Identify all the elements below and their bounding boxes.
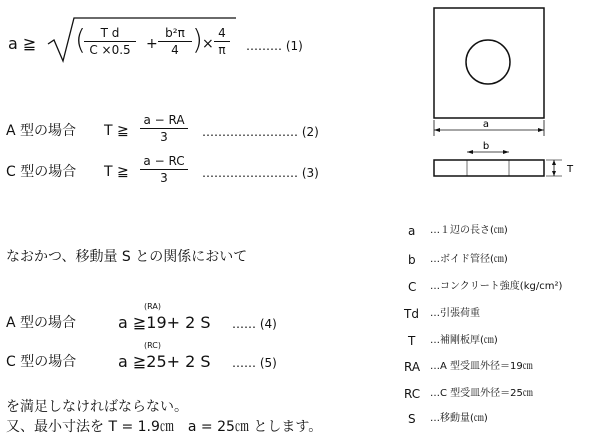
arrow-head-icon	[503, 150, 509, 154]
legend-description: …ボイド管径(㎝)	[430, 254, 508, 265]
legend-symbol: a	[408, 224, 416, 238]
fraction-td-over-c	[84, 27, 136, 56]
plate-diagram	[420, 0, 600, 190]
conclusion-line-1: を満足しなければならない。	[6, 399, 188, 415]
legend-symbol: RA	[404, 360, 421, 374]
case-label-c: C 型の場合	[6, 164, 77, 180]
fraction-bar	[140, 128, 188, 129]
fraction-a-minus-ra	[140, 114, 188, 143]
numerator: a − RA	[143, 113, 185, 127]
legend-description: …コンクリート強度(kg/cm²)	[430, 281, 563, 292]
legend-description: …１辺の長さ(㎝)	[430, 225, 508, 236]
arrow-head-icon	[552, 160, 556, 165]
denominator: 3	[160, 171, 168, 185]
denominator: 3	[160, 130, 168, 144]
numerator-td: T d	[100, 26, 120, 40]
fraction-a-minus-rc	[140, 155, 188, 184]
legend-symbol: RC	[404, 387, 421, 401]
legend-symbol: Td	[404, 307, 419, 321]
close-paren-icon: )	[192, 23, 203, 56]
numerator-4: 4	[218, 26, 226, 40]
equation-number-4: …… (4)	[232, 317, 277, 331]
legend-symbol: C	[408, 280, 417, 294]
numerator-b2pi: b²π	[165, 26, 185, 40]
conclusion-line-2: 又、最小寸法を T = 1.9㎝ a = 25㎝ とします。	[6, 419, 323, 435]
fraction-bar	[140, 169, 188, 170]
superscript-ra: (RA)	[144, 302, 161, 311]
dimension-a-label: a	[482, 119, 490, 130]
void-tube-circle	[466, 40, 510, 84]
formula-2-lhs: T ≧	[104, 123, 129, 139]
open-paren-icon: (	[75, 23, 86, 56]
plate-side-view	[434, 160, 544, 176]
equation-number-1: ……… (1)	[246, 39, 303, 53]
numerator: a − RC	[143, 154, 185, 168]
fraction-4-over-pi	[214, 27, 230, 56]
dimension-t-label: T	[567, 164, 574, 175]
case-label-a: A 型の場合	[6, 123, 77, 139]
fraction-bar	[158, 41, 192, 42]
legend-description: …A 型受皿外径＝19㎝	[430, 361, 533, 372]
fraction-bar	[84, 41, 136, 42]
legend-symbol: b	[408, 253, 416, 267]
legend-description: …移動量(㎝)	[430, 413, 488, 424]
formula-5-expr: a ≧25+ 2 S	[118, 352, 211, 371]
arrow-head-icon	[552, 171, 556, 176]
superscript-rc: (RC)	[144, 341, 161, 350]
equation-number-3: …………………… (3)	[202, 166, 319, 180]
formula-1-lhs: a ≧	[8, 34, 37, 53]
denominator-pi: π	[218, 43, 226, 57]
denominator-c: C ×0.5	[89, 43, 131, 57]
arrow-head-icon	[467, 150, 473, 154]
legend-description: …引張荷重	[430, 308, 480, 319]
legend-description: …C 型受皿外径＝25㎝	[430, 388, 533, 399]
arrow-head-icon	[434, 128, 440, 132]
case-label-c: C 型の場合	[6, 354, 77, 370]
equation-number-5: …… (5)	[232, 356, 277, 370]
legend-symbol: T	[408, 334, 416, 348]
times-sign: ×	[202, 36, 214, 52]
fraction-bar	[214, 41, 230, 42]
legend-description: …補剛板厚(㎝)	[430, 335, 498, 346]
denominator-4: 4	[171, 43, 179, 57]
fraction-b2pi-over-4	[158, 27, 192, 56]
formula-4-expr: a ≧19+ 2 S	[118, 313, 211, 332]
equation-number-2: …………………… (2)	[202, 125, 319, 139]
case-label-a: A 型の場合	[6, 315, 77, 331]
legend-symbol: S	[408, 412, 416, 426]
arrow-head-icon	[538, 128, 544, 132]
formula-3-lhs: T ≧	[104, 164, 129, 180]
relation-text: なおかつ、移動量 S との関係において	[6, 249, 248, 265]
plus-sign: +	[146, 36, 158, 52]
dimension-b-label: b	[482, 141, 490, 152]
plate-top-view	[434, 8, 544, 118]
